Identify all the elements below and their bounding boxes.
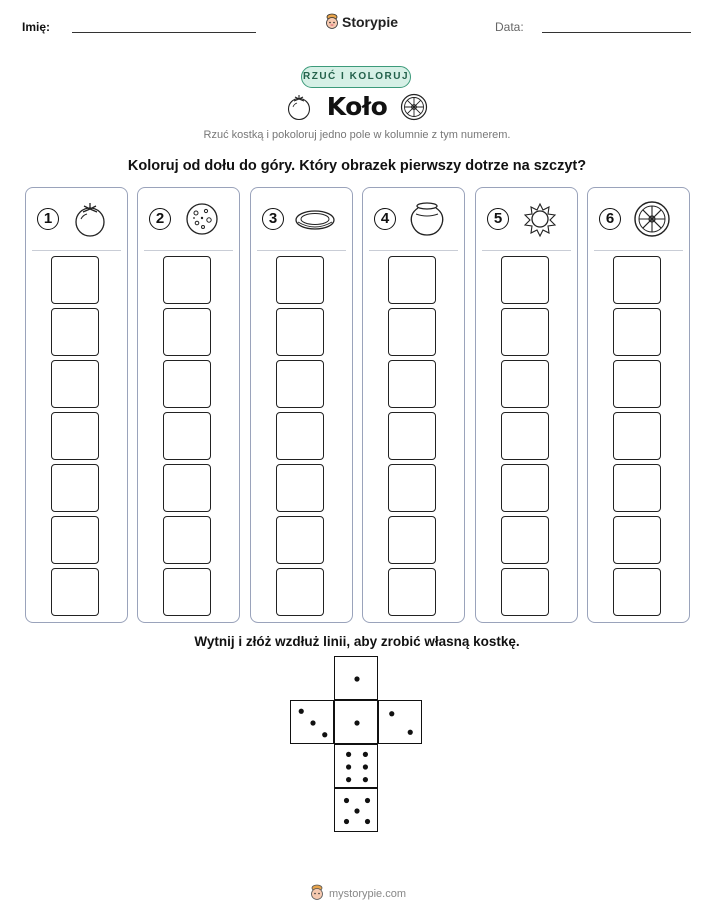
color-cell[interactable] [51,464,99,512]
column-number: 2 [149,208,171,230]
color-cell[interactable] [501,516,549,564]
date-line[interactable] [542,32,691,33]
column-6 [587,187,690,623]
dice-pip [363,752,368,757]
column-divider [144,250,233,251]
subtitle: Rzuć kostką i pokoloruj jedno pole w kolumnie z tym numerem. [203,129,511,141]
color-cell[interactable] [276,464,324,512]
color-cell[interactable] [613,308,661,356]
name-line[interactable] [72,32,256,33]
color-cell[interactable] [388,412,436,460]
color-cell[interactable] [51,568,99,616]
color-cell[interactable] [388,308,436,356]
color-cell[interactable] [51,412,99,460]
column-4 [362,187,465,623]
activity-badge: RZUĆ I KOLORUJ [301,66,411,88]
column-number: 6 [599,208,621,230]
dice-net [290,656,424,836]
dice-pip [354,720,359,725]
color-cell[interactable] [51,516,99,564]
color-cell[interactable] [613,516,661,564]
color-cell[interactable] [388,464,436,512]
color-cell[interactable] [51,256,99,304]
color-cell[interactable] [613,360,661,408]
dice-pip [346,777,351,782]
dice-pip [365,798,370,803]
color-cell[interactable] [163,464,211,512]
mascot-icon [324,13,340,31]
color-cell[interactable] [388,516,436,564]
color-cell[interactable] [388,568,436,616]
color-cell[interactable] [276,412,324,460]
brand-logo [324,13,399,33]
column-divider [32,250,121,251]
dice-pip [346,752,351,757]
page-title: Koło [326,92,388,121]
column-divider [594,250,683,251]
color-cell[interactable] [276,308,324,356]
dice-face [290,700,334,744]
color-cell[interactable] [163,308,211,356]
column-header [26,188,127,250]
color-cell[interactable] [501,308,549,356]
color-cell[interactable] [613,256,661,304]
color-cell[interactable] [51,308,99,356]
dice-face [334,788,378,832]
dice-pip [310,720,315,725]
dice-face [378,700,422,744]
dice-pip [354,676,359,681]
dice-face [334,656,378,700]
color-cell[interactable] [163,256,211,304]
cookie-icon [182,200,222,238]
color-cell[interactable] [276,516,324,564]
column-number: 3 [262,208,284,230]
column-header [251,188,352,250]
name-label: Imię: [22,20,51,34]
color-cell[interactable] [163,412,211,460]
pot-icon [407,200,447,238]
color-cell[interactable] [501,360,549,408]
color-cell[interactable] [501,412,549,460]
column-3 [250,187,353,623]
dice-pip [322,732,327,737]
column-1 [25,187,128,623]
dice-pip [363,777,368,782]
dice-pip [408,730,413,735]
dice-pip [354,808,359,813]
wheel-icon [632,200,672,238]
title-wheel-icon [400,93,428,121]
dice-pip [363,764,368,769]
column-number: 5 [487,208,509,230]
footer-url[interactable]: mystorypie.com [329,888,407,900]
color-cell[interactable] [51,360,99,408]
footer-mascot-icon [309,884,325,902]
color-cell[interactable] [163,516,211,564]
color-cell[interactable] [501,256,549,304]
dice-pip [299,709,304,714]
color-cell[interactable] [163,360,211,408]
color-cell[interactable] [388,360,436,408]
date-label: Data: [495,20,524,34]
column-number: 4 [374,208,396,230]
color-cell[interactable] [501,464,549,512]
color-cell[interactable] [276,568,324,616]
column-number: 1 [37,208,59,230]
column-2 [137,187,240,623]
column-header [476,188,577,250]
cut-instruction: Wytnij i złóż wzdłuż linii, aby zrobić własną kostkę. [194,634,520,649]
dice-pip [389,711,394,716]
dice-pip [346,764,351,769]
column-divider [482,250,571,251]
dice-pip [344,819,349,824]
tomato-icon [70,200,110,238]
color-cell[interactable] [163,568,211,616]
column-divider [257,250,346,251]
plate-icon [295,200,335,238]
color-cell[interactable] [613,412,661,460]
color-cell[interactable] [276,256,324,304]
color-cell[interactable] [613,568,661,616]
color-cell[interactable] [613,464,661,512]
column-header [588,188,689,250]
color-cell[interactable] [276,360,324,408]
column-header [363,188,464,250]
brand-name: Storypie [342,14,399,30]
dice-pip [344,798,349,803]
column-header [138,188,239,250]
sun-icon [520,200,560,238]
instruction: Koloruj od dołu do góry. Który obrazek pierwszy dotrze na szczyt? [127,158,587,174]
dice-face [334,700,378,744]
footer-brand [309,884,405,904]
color-cell[interactable] [501,568,549,616]
color-cell[interactable] [388,256,436,304]
column-5 [475,187,578,623]
dice-pip [365,819,370,824]
dice-face [334,744,378,788]
column-divider [369,250,458,251]
